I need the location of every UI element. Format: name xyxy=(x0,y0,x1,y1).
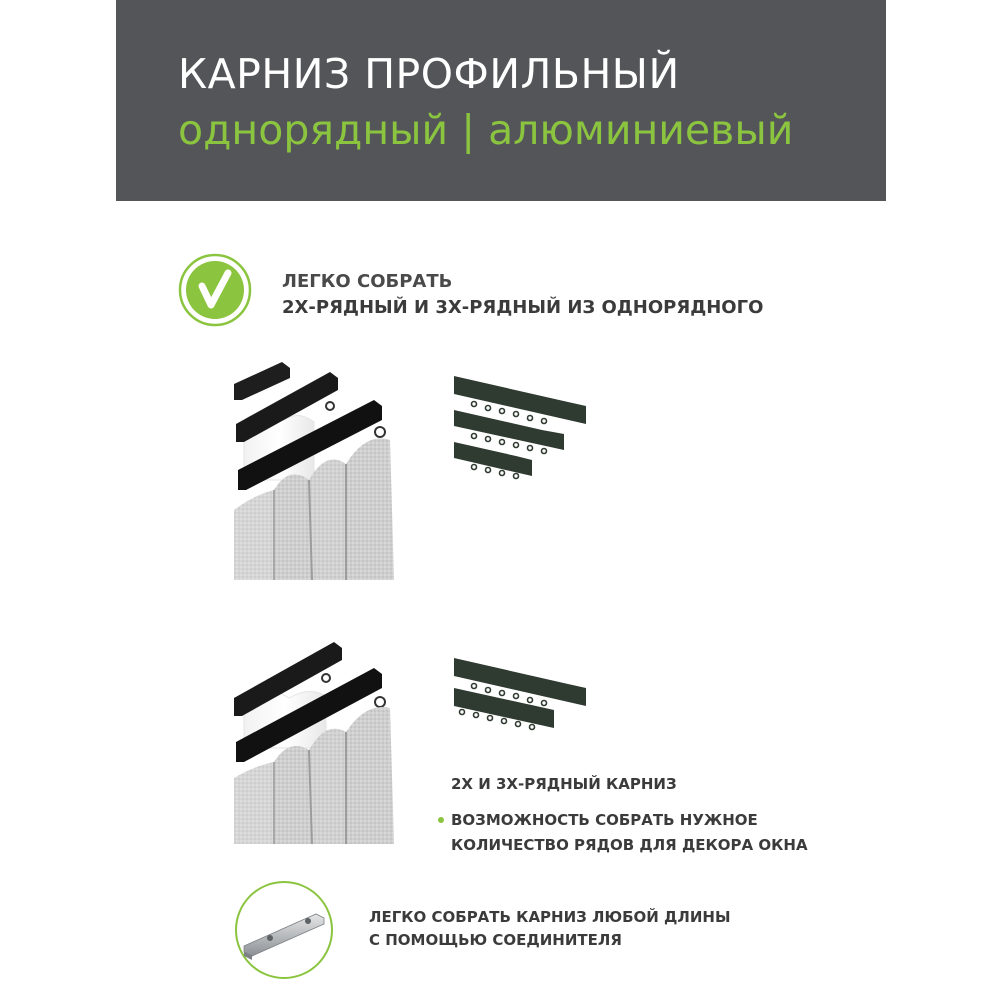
connector-icon xyxy=(234,880,334,980)
feature-line-2: 2Х-РЯДНЫЙ И 3Х-РЯДНЫЙ ИЗ ОДНОРЯДНОГО xyxy=(282,297,764,318)
header-banner xyxy=(116,0,886,201)
connector-line-2: С ПОМОЩЬЮ СОЕДИНИТЕЛЯ xyxy=(369,931,622,949)
two-row-description xyxy=(451,772,808,858)
connector-line-1: ЛЕГКО СОБРАТЬ КАРНИЗ ЛЮБОЙ ДЛИНЫ xyxy=(369,908,731,926)
three-row-curtain-rail-photo xyxy=(234,360,424,580)
two-row-curtain-rail-photo xyxy=(234,638,414,844)
page-subtitle: однорядный | алюминиевый xyxy=(178,106,794,154)
checkmark-icon xyxy=(178,253,252,327)
bullet-dot-icon xyxy=(438,817,444,823)
connector-description xyxy=(369,906,731,952)
three-row-profile-diagram xyxy=(452,372,592,484)
page-title: КАРНИЗ ПРОФИЛЬНЫЙ xyxy=(178,50,680,98)
two-row-profile-diagram xyxy=(452,654,592,744)
feature-description xyxy=(282,269,763,321)
bullet-line-1: ВОЗМОЖНОСТЬ СОБРАТЬ НУЖНОЕ xyxy=(451,811,758,829)
bullet-item xyxy=(451,808,808,858)
feature-line-1: ЛЕГКО СОБРАТЬ xyxy=(282,271,453,292)
two-row-heading: 2Х И 3Х-РЯДНЫЙ КАРНИЗ xyxy=(451,775,677,793)
bullet-line-2: КОЛИЧЕСТВО РЯДОВ ДЛЯ ДЕКОРА ОКНА xyxy=(451,836,808,854)
